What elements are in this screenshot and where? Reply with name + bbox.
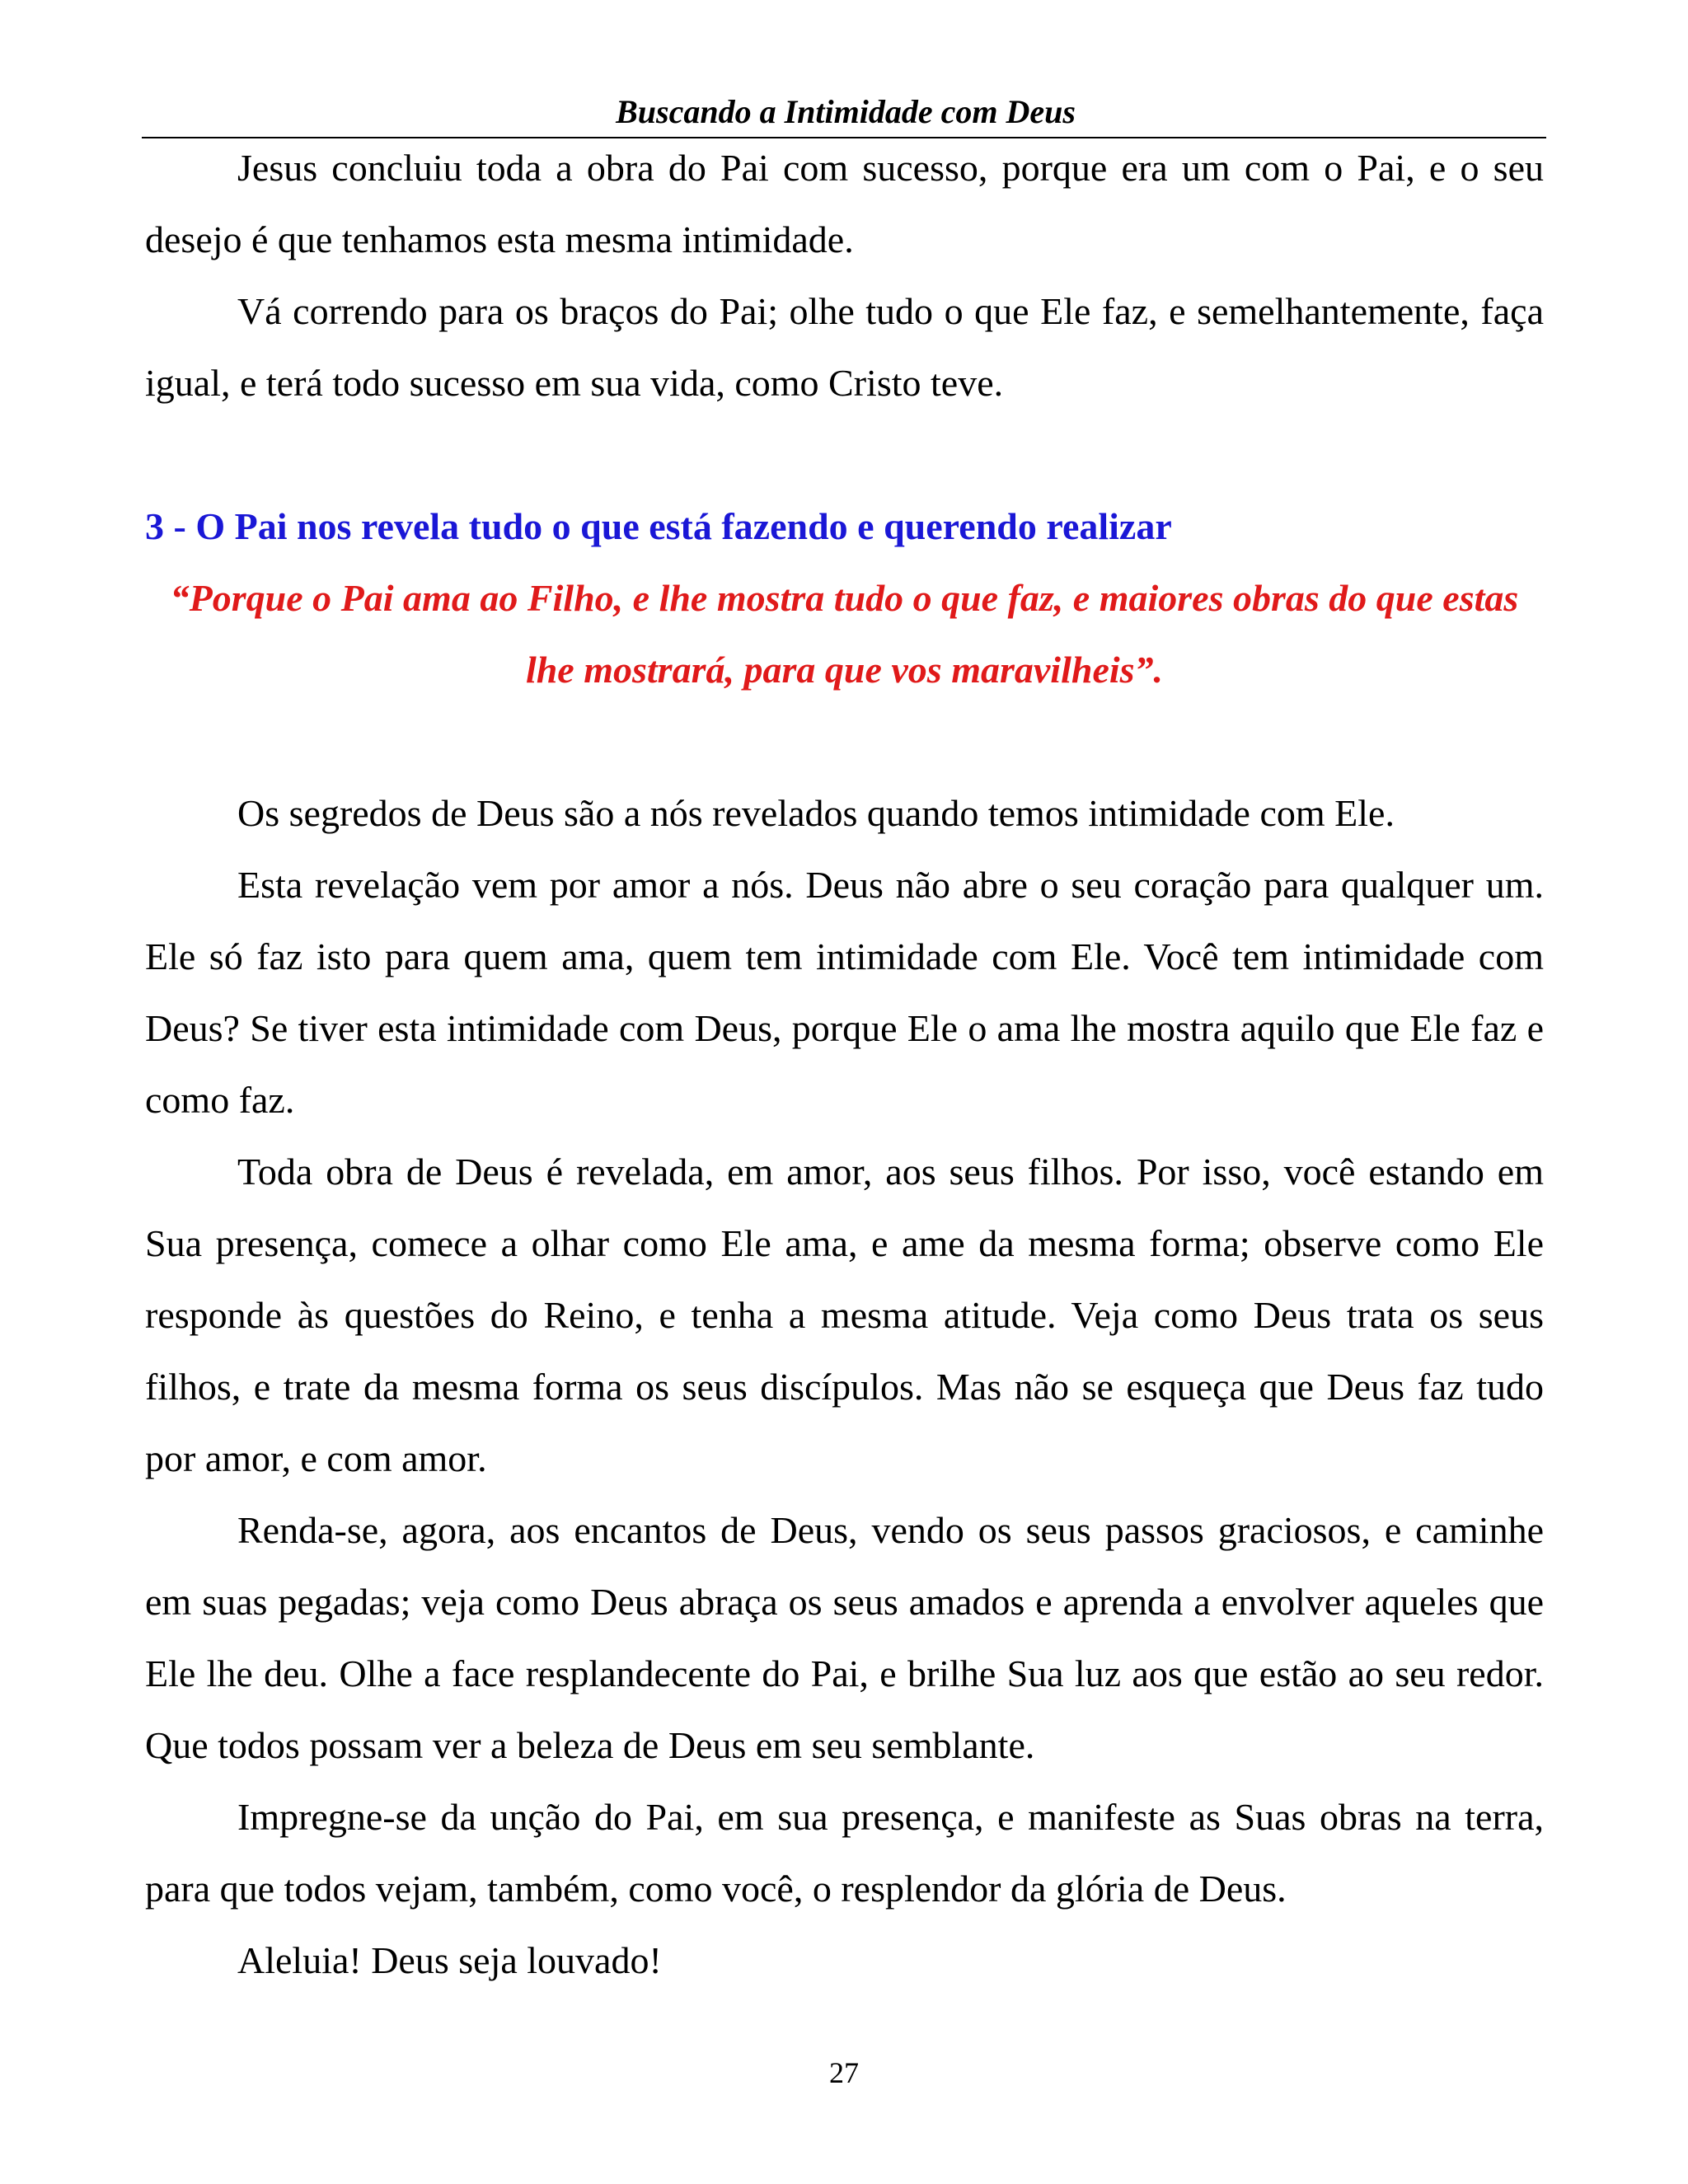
page-number: 27	[829, 2056, 859, 2089]
body-paragraph-1: Os segredos de Deus são a nós revelados quando temos intimidade com Ele.	[237, 792, 1395, 834]
body-paragraph-6: Aleluia! Deus seja louvado!	[237, 1939, 662, 1981]
blank-line	[145, 419, 1544, 490]
intro-paragraph-2: Vá correndo para os braços do Pai; olhe tudo o que Ele faz, e semelhantemente, faça igual, e terá todo sucesso em sua vida, como Cristo teve.	[145, 290, 1544, 404]
section-heading: 3 - O Pai nos revela tudo o que está fazendo e querendo realizar	[145, 505, 1172, 547]
page-content	[145, 132, 1544, 1996]
body-paragraph-2: Esta revelação vem por amor a nós. Deus não abre o seu coração para qualquer um. Ele só faz isto para quem ama, quem tem intimidade com Ele. Você tem intimidade com Deus? Se tiver esta intimidade com Deus, porque Ele o ama lhe mostra aquilo que Ele faz e como faz.	[145, 864, 1544, 1121]
running-header: Buscando a Intimidade com Deus	[616, 93, 1076, 130]
body-paragraph-5: Impregne-se da unção do Pai, em sua presença, e manifeste as Suas obras na terra, para que todos vejam, também, como você, o resplendor da glória de Deus.	[145, 1796, 1544, 1910]
scripture-quote: “Porque o Pai ama ao Filho, e lhe mostra tudo o que faz, e maiores obras do que estas lhe mostrará, para que vos maravilheis”.	[170, 577, 1519, 691]
body-paragraph-3: Toda obra de Deus é revelada, em amor, aos seus filhos. Por isso, você estando em Sua presença, comece a olhar como Ele ama, e ame da mesma forma; observe como Ele responde às questões do Reino, e tenha a mesma atitude. Veja como Deus trata os seus filhos, e trate da mesma forma os seus discípulos. Mas não se esqueça que Deus faz tudo por amor, e com amor.	[145, 1151, 1544, 1479]
body-paragraph-4: Renda-se, agora, aos encantos de Deus, vendo os seus passos graciosos, e caminhe em suas pegadas; veja como Deus abraça os seus amados e aprenda a envolver aqueles que Ele lhe deu. Olhe a face resplandecente do Pai, e brilhe Sua luz aos que estão ao seu redor. Que todos possam ver a beleza de Deus em seu semblante.	[145, 1509, 1544, 1766]
blank-line	[145, 705, 1544, 777]
intro-paragraph-1: Jesus concluiu toda a obra do Pai com sucesso, porque era um com o Pai, e o seu desejo é que tenhamos esta mesma intimidade.	[145, 147, 1544, 260]
